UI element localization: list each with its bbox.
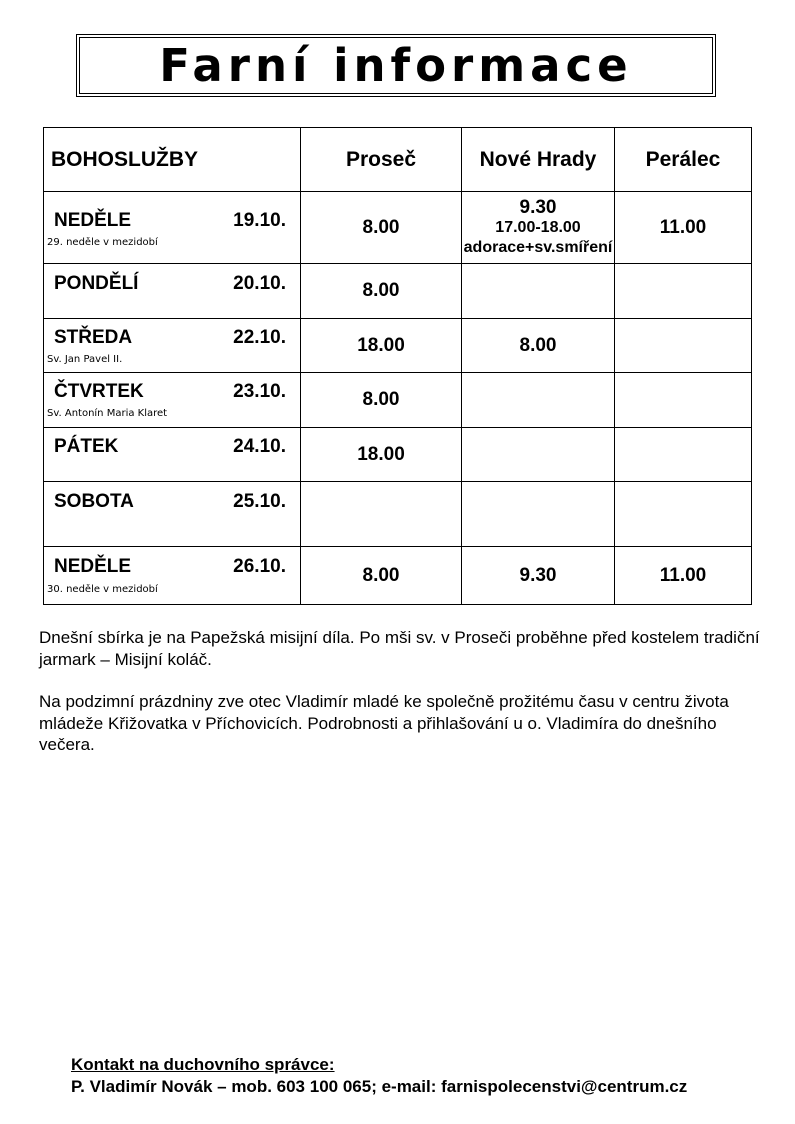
day-date: 22.10. xyxy=(233,327,286,348)
day-cell xyxy=(44,319,301,373)
cell-nove-hrady xyxy=(462,192,615,264)
cell-nove-hrady-main: 9.30 xyxy=(519,196,557,218)
table-row xyxy=(44,192,752,264)
contact-block xyxy=(71,1054,687,1098)
day-name: NEDĚLE xyxy=(54,210,132,231)
table-row xyxy=(44,319,752,373)
cell-nove-hrady xyxy=(462,428,615,482)
day-note: 30. neděle v mezidobí xyxy=(47,584,158,595)
day-note: Sv. Jan Pavel II. xyxy=(47,354,123,365)
cell-nove-hrady: 8.00 xyxy=(462,319,615,373)
cell-prosec: 8.00 xyxy=(301,264,462,319)
day-name: NEDĚLE xyxy=(54,556,132,577)
cell-peralec xyxy=(615,482,752,547)
cell-peralec xyxy=(615,264,752,319)
header-label: BOHOSLUŽBY xyxy=(44,128,301,192)
table-row xyxy=(44,428,752,482)
title-box xyxy=(76,34,716,97)
day-date: 23.10. xyxy=(233,381,286,402)
header-prosec: Proseč xyxy=(301,128,462,192)
cell-prosec: 18.00 xyxy=(301,319,462,373)
day-cell xyxy=(44,192,301,264)
cell-prosec: 8.00 xyxy=(301,192,462,264)
day-date: 26.10. xyxy=(233,556,286,577)
table-row xyxy=(44,547,752,605)
day-name: SOBOTA xyxy=(54,491,134,512)
notice-youth-event: Na podzimní prázdniny zve otec Vladimír mladé ke společně prožitému času v centru života mládeže Křižovatka v Příchovicích. Podrobnosti a přihlašování u o. Vladimíra do dnešního večera. xyxy=(39,692,729,754)
day-note: 29. neděle v mezidobí xyxy=(47,237,158,248)
cell-nove-hrady: 9.30 xyxy=(462,547,615,605)
day-note: Sv. Antonín Maria Klaret xyxy=(47,408,168,419)
table-row xyxy=(44,264,752,319)
cell-peralec: 11.00 xyxy=(615,192,752,264)
day-date: 25.10. xyxy=(233,491,286,512)
cell-peralec xyxy=(615,373,752,428)
header-peralec: Perálec xyxy=(615,128,752,192)
contact-heading: Kontakt na duchovního správce: xyxy=(71,1055,335,1074)
cell-prosec xyxy=(301,482,462,547)
day-date: 20.10. xyxy=(233,273,286,294)
cell-peralec: 11.00 xyxy=(615,547,752,605)
day-cell xyxy=(44,547,301,605)
day-cell xyxy=(44,428,301,482)
cell-prosec: 8.00 xyxy=(301,373,462,428)
cell-nove-hrady-extra: adorace+sv.smíření xyxy=(463,238,613,256)
cell-prosec: 18.00 xyxy=(301,428,462,482)
day-name: ČTVRTEK xyxy=(54,381,144,402)
day-cell xyxy=(44,482,301,547)
schedule-table xyxy=(43,127,752,605)
cell-peralec xyxy=(615,428,752,482)
header-nove-hrady: Nové Hrady xyxy=(462,128,615,192)
day-date: 24.10. xyxy=(233,436,286,457)
page-title: Farní informace xyxy=(159,39,633,92)
cell-nove-hrady xyxy=(462,373,615,428)
cell-nove-hrady-time: 17.00-18.00 xyxy=(495,218,581,236)
notice-collection: Dnešní sbírka je na Papežská misijní díla. Po mši sv. v Proseči proběhne před kostelem tradiční jarmark – Misijní koláč. xyxy=(39,628,760,669)
cell-nove-hrady xyxy=(462,264,615,319)
cell-nove-hrady xyxy=(462,482,615,547)
table-row xyxy=(44,373,752,428)
table-row xyxy=(44,482,752,547)
cell-peralec xyxy=(615,319,752,373)
day-name: PONDĚLÍ xyxy=(54,273,139,294)
day-cell xyxy=(44,264,301,319)
day-name: STŘEDA xyxy=(54,327,133,348)
table-header-row xyxy=(44,128,752,192)
cell-prosec: 8.00 xyxy=(301,547,462,605)
day-cell xyxy=(44,373,301,428)
day-date: 19.10. xyxy=(233,210,286,231)
contact-details: P. Vladimír Novák – mob. 603 100 065; e-mail: farnispolecenstvi@centrum.cz xyxy=(71,1077,688,1096)
day-name: PÁTEK xyxy=(54,436,119,457)
